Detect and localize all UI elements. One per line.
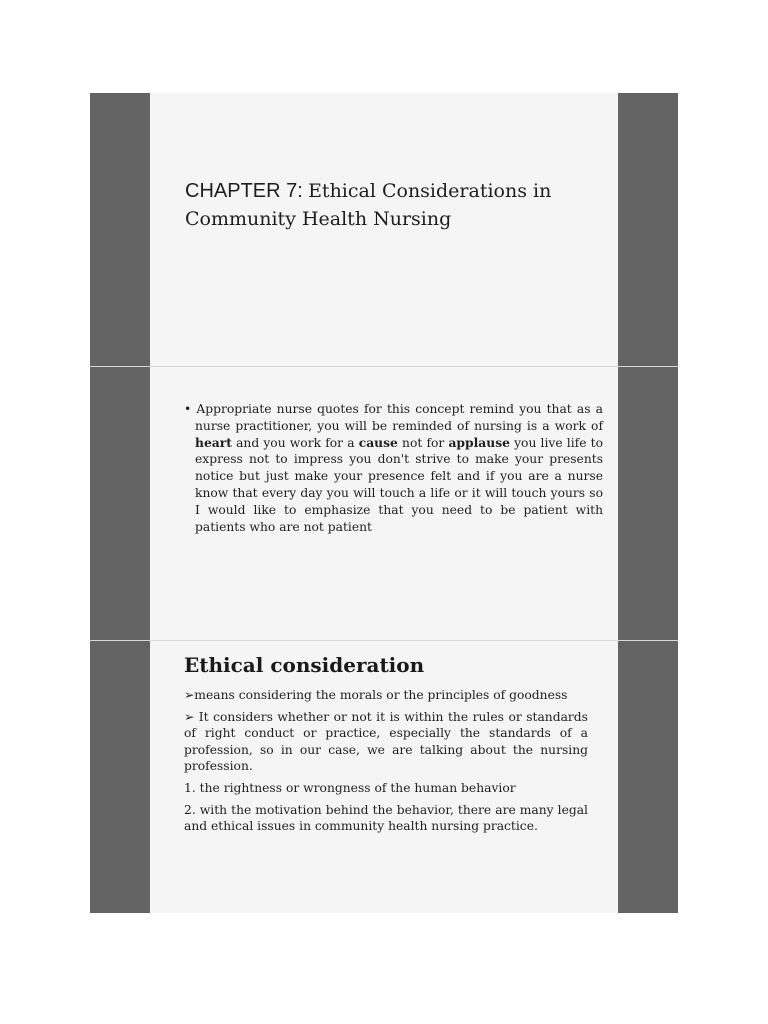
slide-quote [90, 367, 678, 640]
slide-content [150, 367, 618, 640]
slide-heading: Ethical consideration [184, 653, 425, 677]
body-paragraph: 1. the rightness or wrongness of the human behavior [184, 780, 516, 795]
slide-right-bar [618, 641, 678, 913]
body-paragraph: ➢means considering the morals or the principles of goodness [184, 688, 568, 702]
chapter-name: Ethical Considerations in Community Health Nursing [185, 180, 552, 230]
quote-text: Appropriate nurse quotes for this concept remind you that as a nurse practitioner, you will be reminded of nursing is a work of [195, 402, 603, 433]
quote-text: you live life to express not to impress you don't strive to make your presents notice but just make your presence felt and if you are a nurse know that every day you will touch a life or it will touch yours so I would like to emphasize that you need to be patient with patients who are not patient [195, 435, 603, 534]
slide-right-bar [618, 367, 678, 640]
slide-content [150, 641, 618, 913]
emphasis-heart: heart [195, 434, 232, 450]
body-paragraph: 2. with the motivation behind the behavior, there are many legal and ethical issues in community health nursing practice. [184, 802, 588, 834]
quote-text: not for [397, 435, 449, 450]
slide-left-bar [90, 367, 150, 640]
emphasis-cause: cause [358, 434, 398, 450]
body-paragraph: ➢ It considers whether or not it is within the rules or standards of right conduct or practice, especially the standards of a profession, so in our case, we are talking about the nursing profession. [184, 709, 588, 774]
slide-content [150, 93, 618, 366]
slide-title [90, 93, 678, 366]
chapter-label: CHAPTER 7: [185, 180, 303, 202]
slide-left-bar [90, 93, 150, 366]
slide-left-bar [90, 641, 150, 913]
slide-right-bar [618, 93, 678, 366]
slide-ethical-consideration [90, 641, 678, 913]
slide-handout [90, 93, 678, 913]
chapter-title [185, 177, 605, 233]
quote-text: and you work for a [231, 435, 359, 450]
emphasis-applause: applause [448, 434, 510, 450]
bullet-marker: • [184, 402, 192, 416]
quote-bullet [184, 401, 603, 535]
slide-body [184, 687, 588, 840]
